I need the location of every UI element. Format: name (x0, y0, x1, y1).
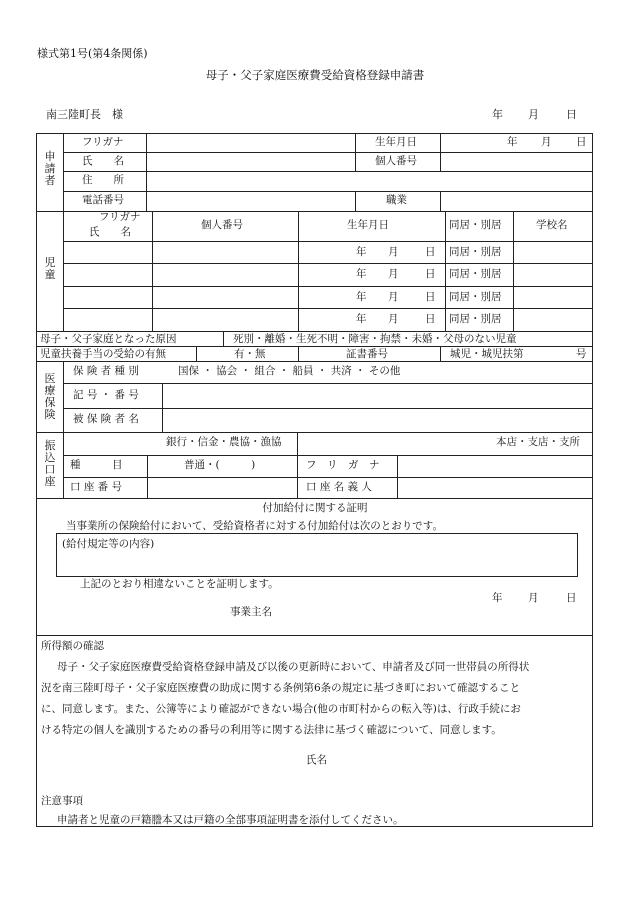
insurance-code-field[interactable] (163, 384, 591, 407)
child-2-cohabit[interactable]: 同居・別居 (449, 268, 502, 280)
child-2-birth-year: 年 (356, 268, 367, 280)
children-name-header: 氏 名 (89, 226, 131, 238)
child-1-birth-day: 日 (425, 246, 436, 258)
income-heading: 所得額の確認 (41, 640, 104, 652)
applicant-phone-label: 電話番号 (82, 194, 124, 206)
supplement-box-label: (給付規定等の内容) (62, 538, 155, 550)
income-line-2: 況を南三陸町母子・父子家庭医療費の助成に関する条例第6条の規定に基づき町において確認すること (41, 682, 521, 694)
addressee: 南三陸町長 様 (46, 108, 123, 121)
header-date-year: 年 (492, 108, 503, 121)
applicant-phone-field[interactable] (147, 192, 354, 210)
children-furigana-header: フリガナ (99, 211, 141, 223)
supplement-date-year: 年 (492, 592, 503, 604)
applicant-section-label: 申 請 者 (44, 150, 56, 187)
reason-options[interactable]: 死別・離婚・生死不明・障害・拘禁・未婚・父母のない児童 (233, 333, 517, 345)
child-4-cohabit[interactable]: 同居・別居 (449, 313, 502, 325)
account-furigana-field[interactable] (398, 456, 591, 476)
child-2-birth-day: 日 (425, 268, 436, 280)
children-cohabit-header: 同居・別居 (449, 219, 502, 231)
child-1-birth-month: 月 (388, 246, 399, 258)
account-kind-label: 種 目 (70, 459, 123, 471)
child-3-birth-day: 日 (425, 291, 436, 303)
children-section-label: 児 童 (44, 256, 56, 281)
applicant-birth-month: 月 (541, 136, 552, 148)
account-kind-value[interactable]: 普通・( ) (184, 459, 256, 471)
account-number-label: 口 座 番 号 (70, 481, 123, 493)
applicant-birthdate-label: 生年月日 (375, 136, 417, 148)
header-date-month: 月 (528, 108, 539, 121)
insurance-insured-field[interactable] (163, 409, 591, 431)
children-birthdate-header: 生年月日 (347, 219, 389, 231)
applicant-name-label: 氏 名 (82, 155, 124, 167)
applicant-occupation-field[interactable] (441, 192, 591, 210)
applicant-birth-year: 年 (507, 136, 518, 148)
bank-type-options[interactable]: 銀行・信金・農協・漁協 (166, 436, 282, 448)
account-number-field[interactable] (148, 478, 296, 497)
child-3-cohabit[interactable]: 同居・別居 (449, 291, 502, 303)
bank-section-label: 振 込 口 座 (44, 439, 56, 488)
income-line-3: に、同意します。また、公簿等により確認ができない場合(他の市町村からの転入等)は、行政手続にお (41, 703, 521, 715)
insurance-type-options[interactable]: 国保 ・ 協会 ・ 組合 ・ 船員 ・ 共済 ・ その他 (178, 365, 401, 377)
applicant-address-label: 住 所 (82, 174, 124, 186)
applicant-name-field[interactable] (147, 153, 354, 170)
child-1-birth-year: 年 (356, 246, 367, 258)
account-holder-label: 口 座 名 義 人 (306, 481, 372, 493)
allowance-label: 児童扶養手当の受給の有無 (40, 348, 166, 360)
income-signature-label: 氏名 (306, 754, 327, 766)
children-individual-number-header: 個人番号 (201, 219, 243, 231)
applicant-furigana-label: フリガナ (82, 136, 124, 148)
income-line-1: 母子・父子家庭医療費受給資格登録申請及び以後の更新時において、申請者及び同一世帯員の所得状 (57, 661, 530, 673)
applicant-individual-number-field[interactable] (441, 153, 591, 170)
applicant-occupation-label: 職業 (386, 194, 407, 206)
children-school-header: 学校名 (536, 219, 568, 231)
child-2-birth-month: 月 (388, 268, 399, 280)
allowance-number-suffix: 号 (576, 348, 587, 360)
child-4-birth-year: 年 (356, 313, 367, 325)
supplement-certify: 上記のとおり相違ないことを証明します。 (80, 578, 279, 590)
supplement-date-day: 日 (566, 592, 577, 604)
allowance-office: 城児・城児扶第 (450, 348, 524, 360)
notes-text: 申請者と児童の戸籍謄本又は戸籍の全部事項証明書を添付してください。 (57, 814, 404, 826)
supplement-date-month: 月 (528, 592, 539, 604)
account-holder-field[interactable] (398, 478, 591, 497)
reason-label: 母子・父子家庭となった原因 (40, 333, 177, 345)
form-title: 母子・父子家庭医療費受給資格登録申請書 (205, 68, 425, 82)
supplement-title: 付加給付に関する証明 (262, 502, 368, 514)
child-4-birth-day: 日 (425, 313, 436, 325)
branch-type-options[interactable]: 本店・支店・支所 (496, 436, 580, 448)
allowance-certificate-label: 証書番号 (346, 348, 388, 360)
notes-heading: 注意事項 (41, 795, 83, 807)
insurance-code-label: 記 号 ・ 番 号 (73, 389, 139, 401)
child-3-birth-year: 年 (356, 291, 367, 303)
child-4-birth-month: 月 (388, 313, 399, 325)
header-date-day: 日 (566, 108, 577, 121)
applicant-individual-number-label: 個人番号 (375, 155, 417, 167)
insurance-insured-label: 被 保 険 者 名 (73, 413, 139, 425)
child-3-birth-month: 月 (388, 291, 399, 303)
income-line-4: ける特定の個人を識別するための番号の利用等に関する法律に基づく確認について、同意します。 (41, 724, 502, 736)
allowance-options[interactable]: 有・無 (234, 348, 266, 360)
applicant-birth-day: 日 (576, 136, 587, 148)
applicant-address-field[interactable] (147, 172, 591, 190)
insurance-section-label: 医 療 保 険 (44, 372, 56, 421)
employer-label: 事業主名 (230, 606, 272, 618)
supplement-statement: 当事業所の保険給付において、受給資格者に対する付加給付は次のとおりです。 (66, 520, 443, 532)
form-number: 様式第1号(第4条関係) (37, 47, 148, 60)
child-1-cohabit[interactable]: 同居・別居 (449, 246, 502, 258)
account-furigana-label: フ リ ガ ナ (306, 459, 380, 471)
insurance-type-label: 保 険 者 種 別 (73, 365, 139, 377)
